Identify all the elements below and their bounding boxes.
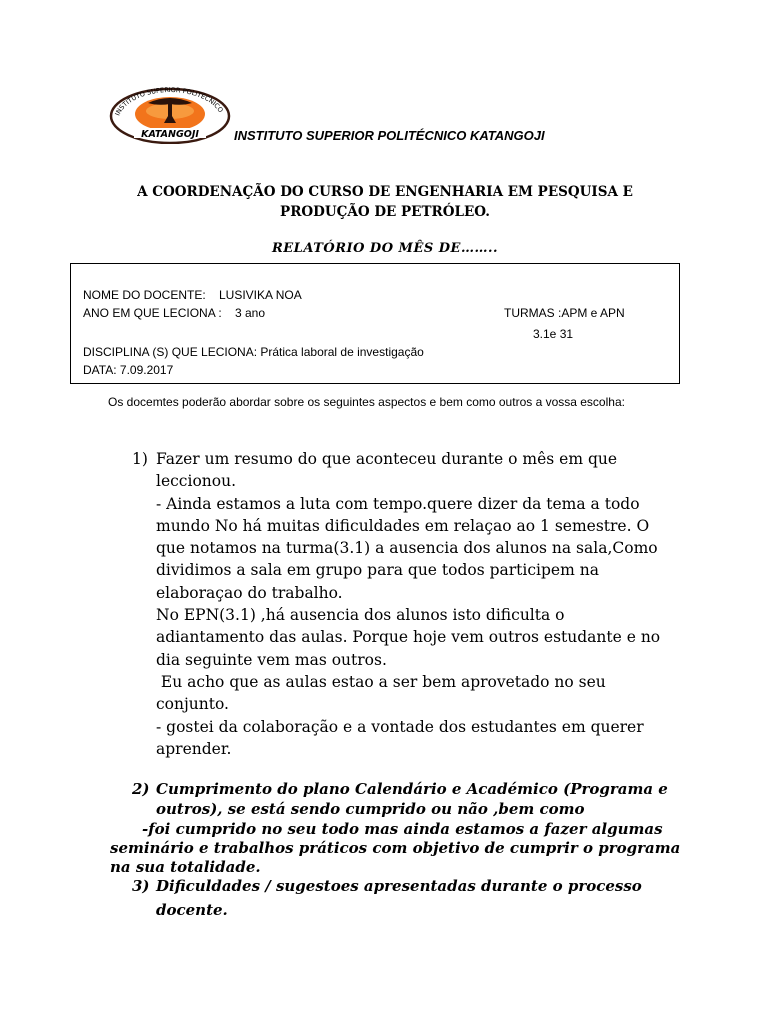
q1-line: dividimos a sala em grupo para que todos participem na — [156, 561, 599, 580]
info-box — [70, 263, 680, 384]
q1-line: No EPN(3.1) ,há ausencia dos alunos isto dificulta o — [156, 606, 565, 625]
institute-logo — [108, 86, 232, 144]
q1-line: conjunto. — [156, 695, 229, 714]
q2-line-2: outros), se está sendo cumprido ou não ,bem como — [156, 800, 585, 818]
q1-line: mundo No há muitas dificuldades em relaçao ao 1 semestre. O — [156, 516, 650, 535]
intro-text: Os docemtes poderão abordar sobre os seguintes aspectos e bem como outros a vossa escolha: — [108, 395, 625, 409]
q1-line: adiantamento das aulas. Porque hoje vem outros estudante e no — [156, 628, 661, 647]
q1-line: - Ainda estamos a luta com tempo.quere dizer da tema a todo — [156, 494, 640, 513]
q1-number: 1) — [132, 450, 148, 468]
q1-body — [156, 448, 660, 760]
q3-line-2: docente. — [156, 901, 228, 919]
q1-line: que notamos na turma(3.1) a ausencia dos alunos na sala,Como — [156, 539, 658, 558]
q2-answer-line-2: seminário e trabalhos práticos com objetivo de cumprir o programa — [110, 839, 681, 857]
q1-line: Fazer um resumo do que aconteceu durante o mês em que — [156, 450, 618, 468]
q1-line: elaboraçao do trabalho. — [156, 583, 343, 602]
year-value: 3 ano — [235, 306, 266, 320]
discipline: DISCIPLINA (S) QUE LECIONA: Prática laboral de investigação — [83, 345, 424, 359]
q2-line-1: Cumprimento do plano Calendário e Académico (Programa e — [156, 780, 668, 798]
logo-arc-text: INSTITUTO SUPERIOR POLITÉCNICO — [113, 86, 225, 117]
institute-name: INSTITUTO SUPERIOR POLITÉCNICO KATANGOJI — [234, 128, 545, 143]
coordination-line-1: A COORDENAÇÃO DO CURSO DE ENGENHARIA EM PESQUISA E — [137, 184, 633, 200]
q2-number: 2) — [132, 780, 150, 798]
report-title: RELATÓRIO DO MÊS DE…….. — [271, 241, 499, 256]
q1-line: dia seguinte vem mas outros. — [156, 650, 387, 669]
year-label: ANO EM QUE LECIONA : — [83, 306, 222, 320]
coordination-heading — [100, 182, 670, 222]
classes-label: TURMAS :APM e APN — [504, 306, 625, 320]
q3-line-1: Dificuldades / sugestoes apresentadas durante o processo — [156, 877, 642, 895]
q1-line: leccionou. — [156, 472, 237, 491]
classes-value: 3.1e 31 — [533, 327, 574, 341]
teacher-value: LUSIVIKA NOA — [219, 288, 302, 302]
q1-line: Eu acho que as aulas estao a ser bem aprovetado no seu — [156, 672, 606, 691]
date: DATA: 7.09.2017 — [83, 363, 174, 377]
q1-line: aprender. — [156, 739, 232, 758]
logo-bottom-text: KATANGOJI — [141, 129, 199, 140]
q2-answer-line-1: -foi cumprido no seu todo mas ainda estamos a fazer algumas — [142, 820, 663, 838]
coordination-line-2: PRODUÇÃO DE PETRÓLEO. — [280, 204, 490, 220]
q1-line: - gostei da colaboração e a vontade dos estudantes em querer — [156, 717, 644, 736]
logo-emblem — [108, 86, 232, 144]
q2-answer-line-3: na sua totalidade. — [110, 858, 261, 876]
teacher-label: NOME DO DOCENTE: — [83, 288, 206, 302]
q3-number: 3) — [132, 877, 150, 895]
